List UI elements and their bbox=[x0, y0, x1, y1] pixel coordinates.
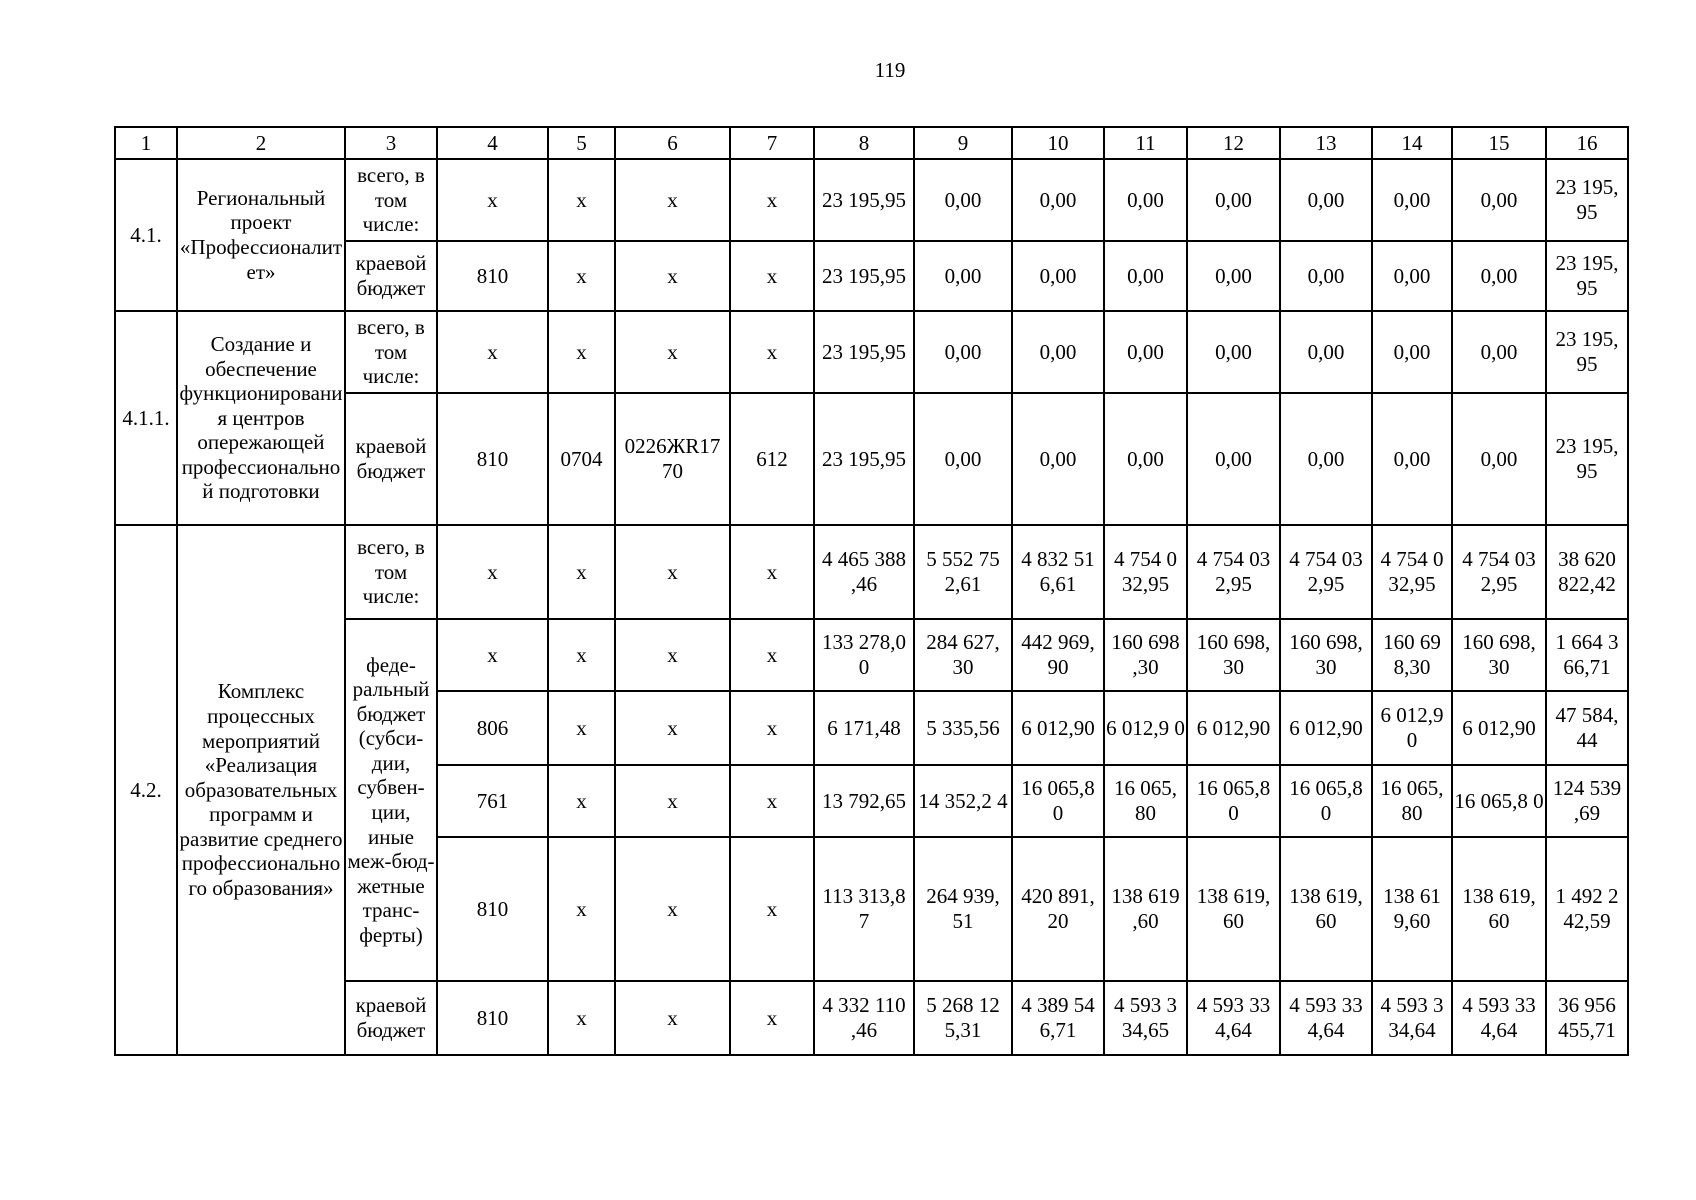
funding-source: краевой бюджет bbox=[345, 981, 437, 1055]
code-cell: 761 bbox=[437, 765, 548, 837]
value-cell: 4 332 110 ,46 bbox=[814, 981, 914, 1055]
value-cell: 0,00 bbox=[1012, 159, 1104, 241]
value-cell: 6 012,90 bbox=[1012, 691, 1104, 765]
value-cell: 4 593 33 4,64 bbox=[1452, 981, 1546, 1055]
row-name: Комплекс процессных мероприятий «Реализация образовательных программ и развитие среднего профессионального образования» bbox=[177, 525, 345, 1055]
value-cell: 0,00 bbox=[1372, 159, 1452, 241]
funding-source: краевой бюджет bbox=[345, 241, 437, 311]
value-cell: 138 619, 60 bbox=[1187, 837, 1280, 981]
value-cell: 0,00 bbox=[1187, 393, 1280, 525]
column-header: 11 bbox=[1104, 127, 1187, 159]
value-cell: 47 584, 44 bbox=[1546, 691, 1628, 765]
code-cell: 0704 bbox=[548, 393, 615, 525]
value-cell: 0,00 bbox=[1452, 393, 1546, 525]
value-cell: 0,00 bbox=[1012, 393, 1104, 525]
code-cell: x bbox=[437, 159, 548, 241]
budget-table bbox=[114, 126, 1629, 1056]
row-name: Региональный проект «Профессионалитет» bbox=[177, 159, 345, 311]
row-index: 4.1.1. bbox=[115, 311, 177, 525]
value-cell: 138 619, 60 bbox=[1280, 837, 1372, 981]
value-cell: 4 465 388 ,46 bbox=[814, 525, 914, 619]
value-cell: 23 195,95 bbox=[814, 241, 914, 311]
code-cell: x bbox=[615, 837, 730, 981]
value-cell: 4 593 33 4,64 bbox=[1280, 981, 1372, 1055]
code-cell: x bbox=[730, 311, 814, 393]
value-cell: 6 012,90 bbox=[1280, 691, 1372, 765]
value-cell: 138 619 ,60 bbox=[1104, 837, 1187, 981]
value-cell: 4 754 0 32,95 bbox=[1104, 525, 1187, 619]
value-cell: 1 492 2 42,59 bbox=[1546, 837, 1628, 981]
value-cell: 0,00 bbox=[1452, 159, 1546, 241]
value-cell: 0,00 bbox=[1372, 393, 1452, 525]
column-header: 13 bbox=[1280, 127, 1372, 159]
code-cell: x bbox=[615, 691, 730, 765]
code-cell: x bbox=[615, 241, 730, 311]
code-cell: 810 bbox=[437, 981, 548, 1055]
value-cell: 16 065, 80 bbox=[1372, 765, 1452, 837]
value-cell: 133 278,0 0 bbox=[814, 619, 914, 691]
column-header: 10 bbox=[1012, 127, 1104, 159]
column-header: 5 bbox=[548, 127, 615, 159]
column-header: 7 bbox=[730, 127, 814, 159]
row-index: 4.2. bbox=[115, 525, 177, 1055]
code-cell: x bbox=[548, 159, 615, 241]
value-cell: 0,00 bbox=[1104, 311, 1187, 393]
funding-source: всего, в том числе: bbox=[345, 525, 437, 619]
value-cell: 0,00 bbox=[1104, 241, 1187, 311]
value-cell: 4 593 3 34,64 bbox=[1372, 981, 1452, 1055]
funding-source: краевой бюджет bbox=[345, 393, 437, 525]
value-cell: 0,00 bbox=[914, 393, 1012, 525]
code-cell: x bbox=[730, 981, 814, 1055]
code-cell: x bbox=[548, 837, 615, 981]
value-cell: 160 698, 30 bbox=[1452, 619, 1546, 691]
code-cell: x bbox=[730, 619, 814, 691]
value-cell: 0,00 bbox=[1280, 311, 1372, 393]
value-cell: 16 065,8 0 bbox=[1187, 765, 1280, 837]
value-cell: 0,00 bbox=[1012, 311, 1104, 393]
value-cell: 0,00 bbox=[1452, 241, 1546, 311]
table-row bbox=[115, 159, 1628, 241]
code-cell: 810 bbox=[437, 393, 548, 525]
value-cell: 23 195,95 bbox=[814, 393, 914, 525]
value-cell: 23 195, 95 bbox=[1546, 393, 1628, 525]
code-cell: x bbox=[615, 981, 730, 1055]
code-cell: x bbox=[548, 241, 615, 311]
value-cell: 442 969, 90 bbox=[1012, 619, 1104, 691]
column-header: 15 bbox=[1452, 127, 1546, 159]
column-header: 3 bbox=[345, 127, 437, 159]
value-cell: 138 61 9,60 bbox=[1372, 837, 1452, 981]
value-cell: 13 792,65 bbox=[814, 765, 914, 837]
code-cell: x bbox=[615, 159, 730, 241]
code-cell: 810 bbox=[437, 241, 548, 311]
code-cell: x bbox=[437, 311, 548, 393]
value-cell: 0,00 bbox=[914, 241, 1012, 311]
value-cell: 6 012,90 bbox=[1452, 691, 1546, 765]
value-cell: 36 956 455,71 bbox=[1546, 981, 1628, 1055]
code-cell: x bbox=[548, 311, 615, 393]
value-cell: 38 620 822,42 bbox=[1546, 525, 1628, 619]
code-cell: x bbox=[615, 619, 730, 691]
value-cell: 23 195,95 bbox=[814, 311, 914, 393]
value-cell: 23 195,95 bbox=[814, 159, 914, 241]
value-cell: 420 891, 20 bbox=[1012, 837, 1104, 981]
code-cell: x bbox=[548, 525, 615, 619]
code-cell: x bbox=[548, 619, 615, 691]
value-cell: 4 754 0 32,95 bbox=[1372, 525, 1452, 619]
code-cell: x bbox=[615, 525, 730, 619]
column-header: 8 bbox=[814, 127, 914, 159]
value-cell: 0,00 bbox=[1280, 393, 1372, 525]
value-cell: 0,00 bbox=[1280, 159, 1372, 241]
funding-source: феде-ральный бюджет (субси-дии, субвен-ции, иные меж-бюд-жетные транс-ферты) bbox=[345, 619, 437, 981]
code-cell: x bbox=[548, 691, 615, 765]
column-header: 12 bbox=[1187, 127, 1280, 159]
value-cell: 160 698, 30 bbox=[1280, 619, 1372, 691]
value-cell: 1 664 3 66,71 bbox=[1546, 619, 1628, 691]
value-cell: 0,00 bbox=[1372, 241, 1452, 311]
value-cell: 138 619, 60 bbox=[1452, 837, 1546, 981]
value-cell: 264 939, 51 bbox=[914, 837, 1012, 981]
value-cell: 0,00 bbox=[1187, 311, 1280, 393]
value-cell: 14 352,2 4 bbox=[914, 765, 1012, 837]
value-cell: 0,00 bbox=[1280, 241, 1372, 311]
code-cell: 806 bbox=[437, 691, 548, 765]
column-header: 1 bbox=[115, 127, 177, 159]
code-cell: x bbox=[548, 981, 615, 1055]
value-cell: 0,00 bbox=[1452, 311, 1546, 393]
column-header: 6 bbox=[615, 127, 730, 159]
code-cell: x bbox=[437, 525, 548, 619]
value-cell: 0,00 bbox=[1187, 241, 1280, 311]
table-row bbox=[115, 311, 1628, 393]
value-cell: 23 195, 95 bbox=[1546, 311, 1628, 393]
row-name: Создание и обеспечение функционирования центров опережающей профессиональной подготовки bbox=[177, 311, 345, 525]
value-cell: 6 012,9 0 bbox=[1372, 691, 1452, 765]
header-row bbox=[115, 127, 1628, 159]
code-cell: x bbox=[615, 765, 730, 837]
value-cell: 5 335,56 bbox=[914, 691, 1012, 765]
code-cell: x bbox=[615, 311, 730, 393]
value-cell: 0,00 bbox=[914, 311, 1012, 393]
value-cell: 4 832 51 6,61 bbox=[1012, 525, 1104, 619]
table-row bbox=[115, 525, 1628, 619]
value-cell: 160 698, 30 bbox=[1187, 619, 1280, 691]
value-cell: 4 593 33 4,64 bbox=[1187, 981, 1280, 1055]
code-cell: x bbox=[730, 241, 814, 311]
value-cell: 160 698 ,30 bbox=[1104, 619, 1187, 691]
code-cell: x bbox=[730, 159, 814, 241]
value-cell: 4 754 03 2,95 bbox=[1452, 525, 1546, 619]
value-cell: 4 593 3 34,65 bbox=[1104, 981, 1187, 1055]
column-header: 4 bbox=[437, 127, 548, 159]
value-cell: 124 539 ,69 bbox=[1546, 765, 1628, 837]
value-cell: 16 065,8 0 bbox=[1012, 765, 1104, 837]
column-header: 9 bbox=[914, 127, 1012, 159]
row-index: 4.1. bbox=[115, 159, 177, 311]
value-cell: 23 195, 95 bbox=[1546, 159, 1628, 241]
value-cell: 6 012,90 bbox=[1187, 691, 1280, 765]
value-cell: 160 69 8,30 bbox=[1372, 619, 1452, 691]
value-cell: 6 012,9 0 bbox=[1104, 691, 1187, 765]
code-cell: x bbox=[730, 691, 814, 765]
value-cell: 5 268 12 5,31 bbox=[914, 981, 1012, 1055]
value-cell: 0,00 bbox=[1012, 241, 1104, 311]
value-cell: 284 627, 30 bbox=[914, 619, 1012, 691]
funding-source: всего, в том числе: bbox=[345, 311, 437, 393]
value-cell: 5 552 75 2,61 bbox=[914, 525, 1012, 619]
page-number: 119 bbox=[874, 58, 906, 82]
column-header: 14 bbox=[1372, 127, 1452, 159]
value-cell: 0,00 bbox=[1372, 311, 1452, 393]
value-cell: 4 754 03 2,95 bbox=[1280, 525, 1372, 619]
value-cell: 6 171,48 bbox=[814, 691, 914, 765]
funding-source: всего, в том числе: bbox=[345, 159, 437, 241]
value-cell: 0,00 bbox=[914, 159, 1012, 241]
code-cell: x bbox=[730, 525, 814, 619]
value-cell: 4 389 54 6,71 bbox=[1012, 981, 1104, 1055]
value-cell: 113 313,8 7 bbox=[814, 837, 914, 981]
value-cell: 4 754 03 2,95 bbox=[1187, 525, 1280, 619]
value-cell: 16 065,8 0 bbox=[1280, 765, 1372, 837]
code-cell: x bbox=[437, 619, 548, 691]
value-cell: 0,00 bbox=[1104, 159, 1187, 241]
value-cell: 16 065,8 0 bbox=[1452, 765, 1546, 837]
code-cell: x bbox=[548, 765, 615, 837]
column-header: 2 bbox=[177, 127, 345, 159]
value-cell: 16 065, 80 bbox=[1104, 765, 1187, 837]
value-cell: 0,00 bbox=[1187, 159, 1280, 241]
value-cell: 0,00 bbox=[1104, 393, 1187, 525]
column-header: 16 bbox=[1546, 127, 1628, 159]
code-cell: 612 bbox=[730, 393, 814, 525]
code-cell: x bbox=[730, 765, 814, 837]
code-cell: x bbox=[730, 837, 814, 981]
value-cell: 23 195, 95 bbox=[1546, 241, 1628, 311]
code-cell: 810 bbox=[437, 837, 548, 981]
code-cell: 0226ЖR17 70 bbox=[615, 393, 730, 525]
